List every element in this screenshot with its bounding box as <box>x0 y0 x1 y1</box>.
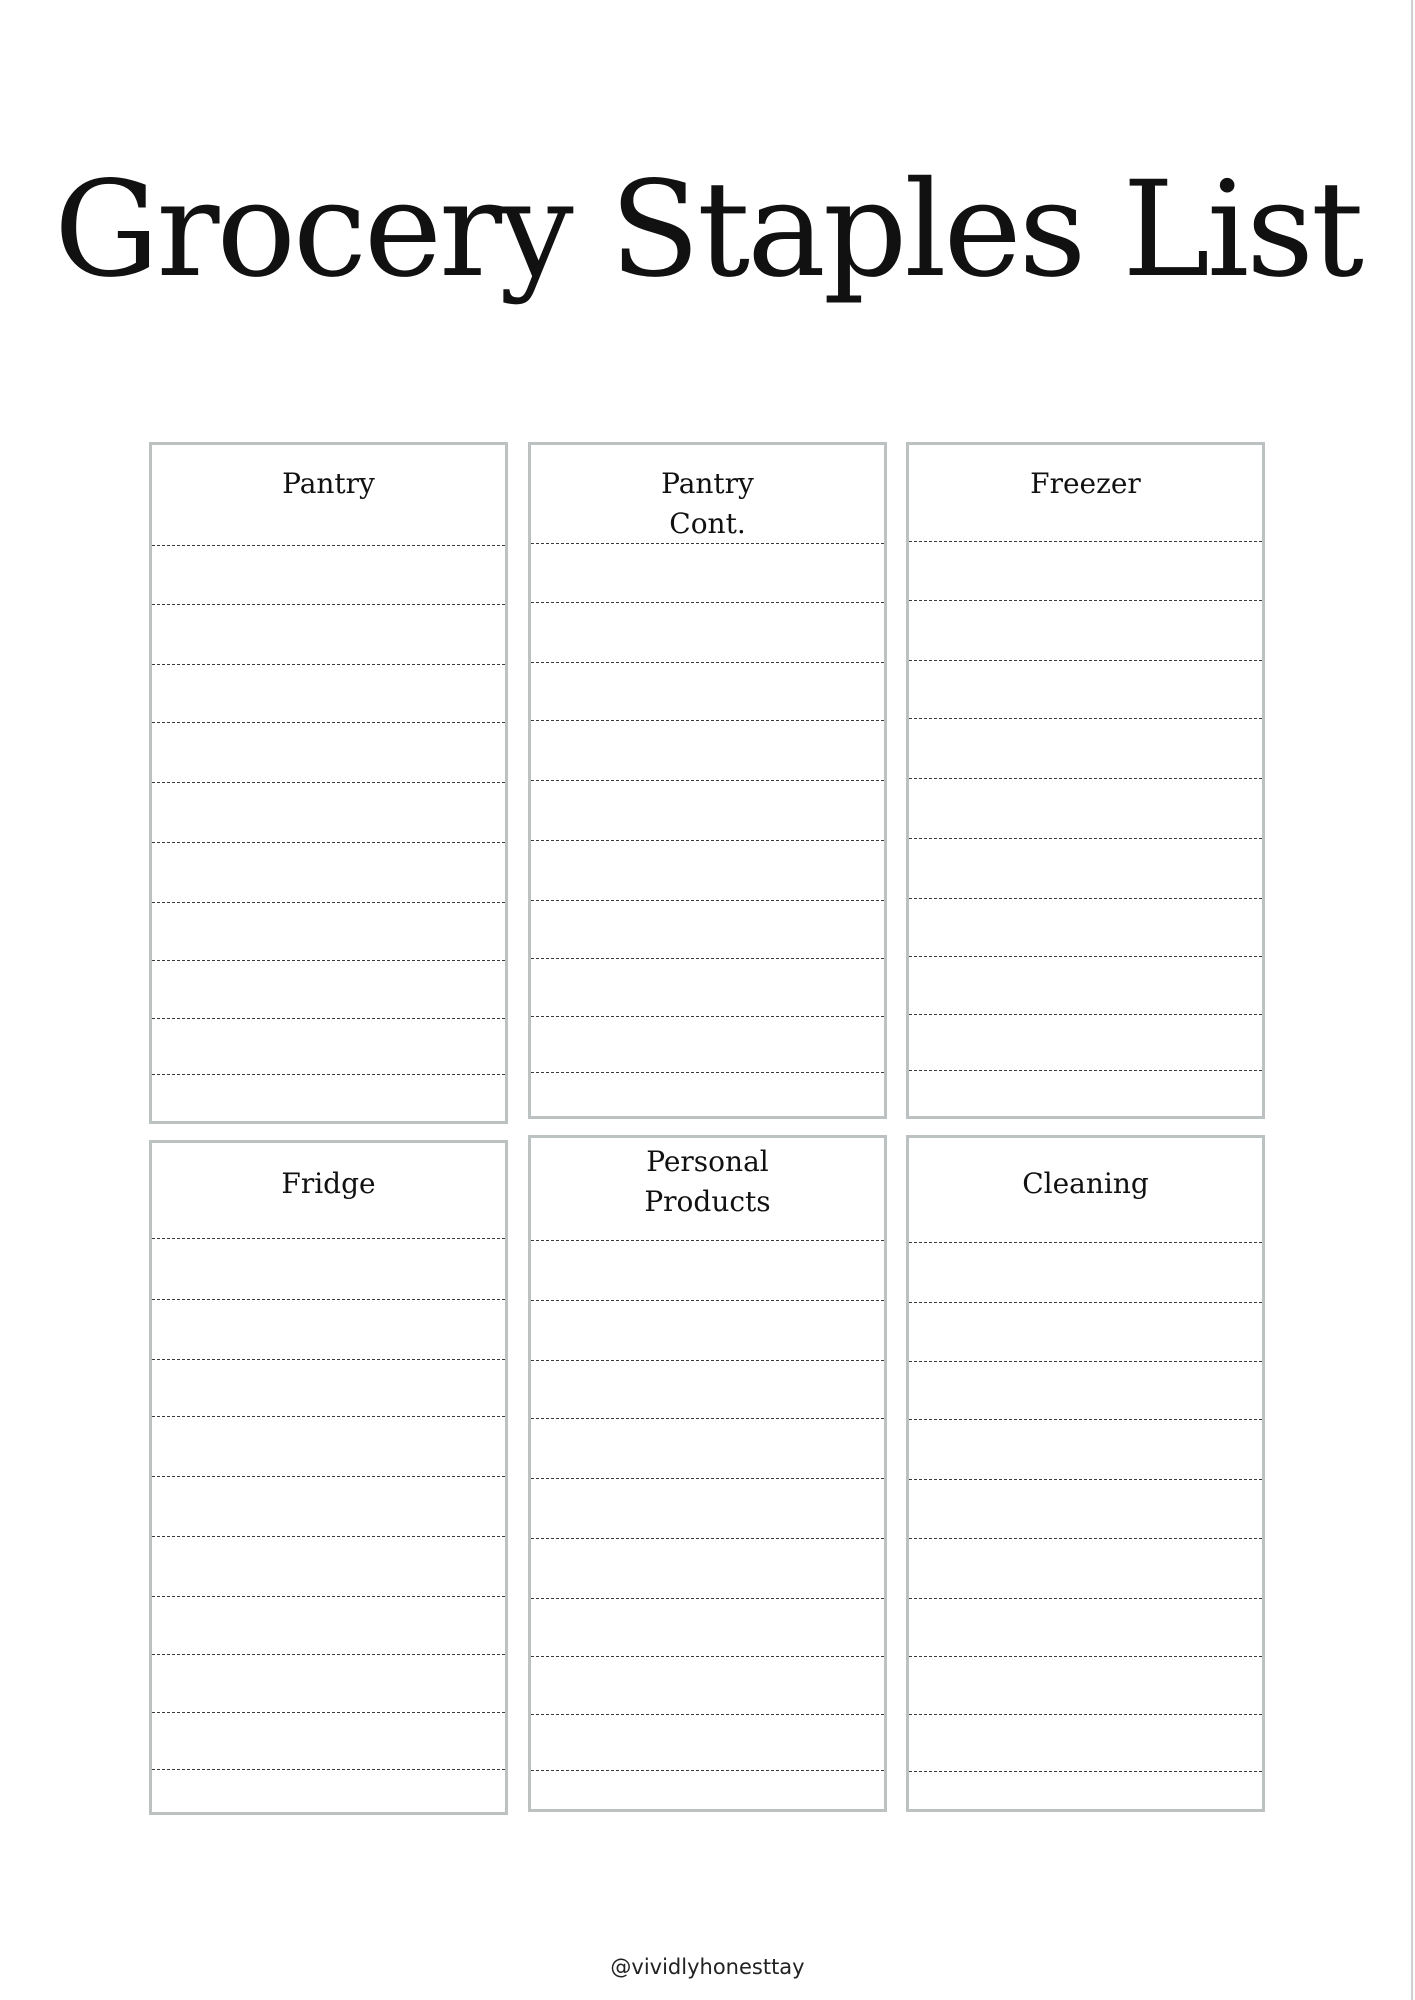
writing-line[interactable] <box>909 1714 1262 1715</box>
writing-line[interactable] <box>909 778 1262 779</box>
panel-freezer <box>906 442 1265 1119</box>
writing-line[interactable] <box>531 780 884 781</box>
panel-title <box>152 464 505 504</box>
writing-line[interactable] <box>152 604 505 605</box>
writing-line[interactable] <box>909 1419 1262 1420</box>
panel-title-line: Personal <box>646 1145 769 1178</box>
writing-line[interactable] <box>909 1242 1262 1243</box>
writing-line[interactable] <box>152 782 505 783</box>
writing-line[interactable] <box>909 838 1262 839</box>
panel-title <box>909 464 1262 504</box>
writing-line[interactable] <box>909 1598 1262 1599</box>
panel-title-line: Products <box>644 1185 771 1218</box>
writing-line[interactable] <box>152 545 505 546</box>
writing-line[interactable] <box>152 1299 505 1300</box>
writing-line[interactable] <box>531 1300 884 1301</box>
writing-line[interactable] <box>152 1238 505 1239</box>
writing-line[interactable] <box>531 1770 884 1771</box>
writing-line[interactable] <box>531 1418 884 1419</box>
writing-line[interactable] <box>531 1538 884 1539</box>
panel-title <box>531 464 884 544</box>
writing-line[interactable] <box>909 1479 1262 1480</box>
panel-cleaning <box>906 1135 1265 1812</box>
writing-line[interactable] <box>152 1416 505 1417</box>
writing-line[interactable] <box>152 1074 505 1075</box>
writing-line[interactable] <box>531 720 884 721</box>
writing-line[interactable] <box>152 1476 505 1477</box>
writing-line[interactable] <box>531 1016 884 1017</box>
panel-title <box>531 1142 884 1222</box>
page-title: Grocery Staples List <box>53 153 1362 307</box>
writing-line[interactable] <box>909 1361 1262 1362</box>
writing-line[interactable] <box>531 840 884 841</box>
panel-title <box>909 1164 1262 1204</box>
writing-line[interactable] <box>531 1598 884 1599</box>
panel-title-line: Cont. <box>669 507 746 540</box>
writing-line[interactable] <box>909 956 1262 957</box>
writing-line[interactable] <box>531 1478 884 1479</box>
writing-line[interactable] <box>152 1018 505 1019</box>
panel-title-line: Freezer <box>1030 467 1141 500</box>
panel-personal-products <box>528 1135 887 1812</box>
writing-line[interactable] <box>909 718 1262 719</box>
writing-line[interactable] <box>152 1596 505 1597</box>
writing-line[interactable] <box>531 1714 884 1715</box>
writing-line[interactable] <box>909 1302 1262 1303</box>
writing-line[interactable] <box>152 1654 505 1655</box>
writing-line[interactable] <box>152 902 505 903</box>
writing-line[interactable] <box>531 900 884 901</box>
footer-social-handle: @vividlyhonesttay <box>610 1955 805 1979</box>
writing-line[interactable] <box>909 1771 1262 1772</box>
writing-line[interactable] <box>531 543 884 544</box>
panel-pantry <box>149 442 508 1124</box>
writing-line[interactable] <box>531 1072 884 1073</box>
panel-title <box>152 1164 505 1204</box>
writing-line[interactable] <box>152 1769 505 1770</box>
panel-title-line: Cleaning <box>1022 1167 1149 1200</box>
writing-line[interactable] <box>152 1536 505 1537</box>
panel-fridge <box>149 1140 508 1815</box>
panel-pantry-cont <box>528 442 887 1119</box>
writing-line[interactable] <box>909 600 1262 601</box>
writing-line[interactable] <box>152 722 505 723</box>
writing-line[interactable] <box>152 664 505 665</box>
writing-line[interactable] <box>909 1656 1262 1657</box>
writing-line[interactable] <box>909 541 1262 542</box>
writing-line[interactable] <box>531 1360 884 1361</box>
writing-line[interactable] <box>909 898 1262 899</box>
writing-line[interactable] <box>909 1070 1262 1071</box>
writing-line[interactable] <box>909 1538 1262 1539</box>
writing-line[interactable] <box>531 1656 884 1657</box>
writing-line[interactable] <box>152 960 505 961</box>
writing-line[interactable] <box>531 602 884 603</box>
writing-line[interactable] <box>531 958 884 959</box>
panel-title-line: Pantry <box>661 467 754 500</box>
writing-line[interactable] <box>152 1712 505 1713</box>
writing-line[interactable] <box>909 660 1262 661</box>
writing-line[interactable] <box>531 662 884 663</box>
panel-title-line: Fridge <box>281 1167 376 1200</box>
panel-title-line: Pantry <box>282 467 375 500</box>
writing-line[interactable] <box>531 1240 884 1241</box>
writing-line[interactable] <box>909 1014 1262 1015</box>
writing-line[interactable] <box>152 1359 505 1360</box>
writing-line[interactable] <box>152 842 505 843</box>
